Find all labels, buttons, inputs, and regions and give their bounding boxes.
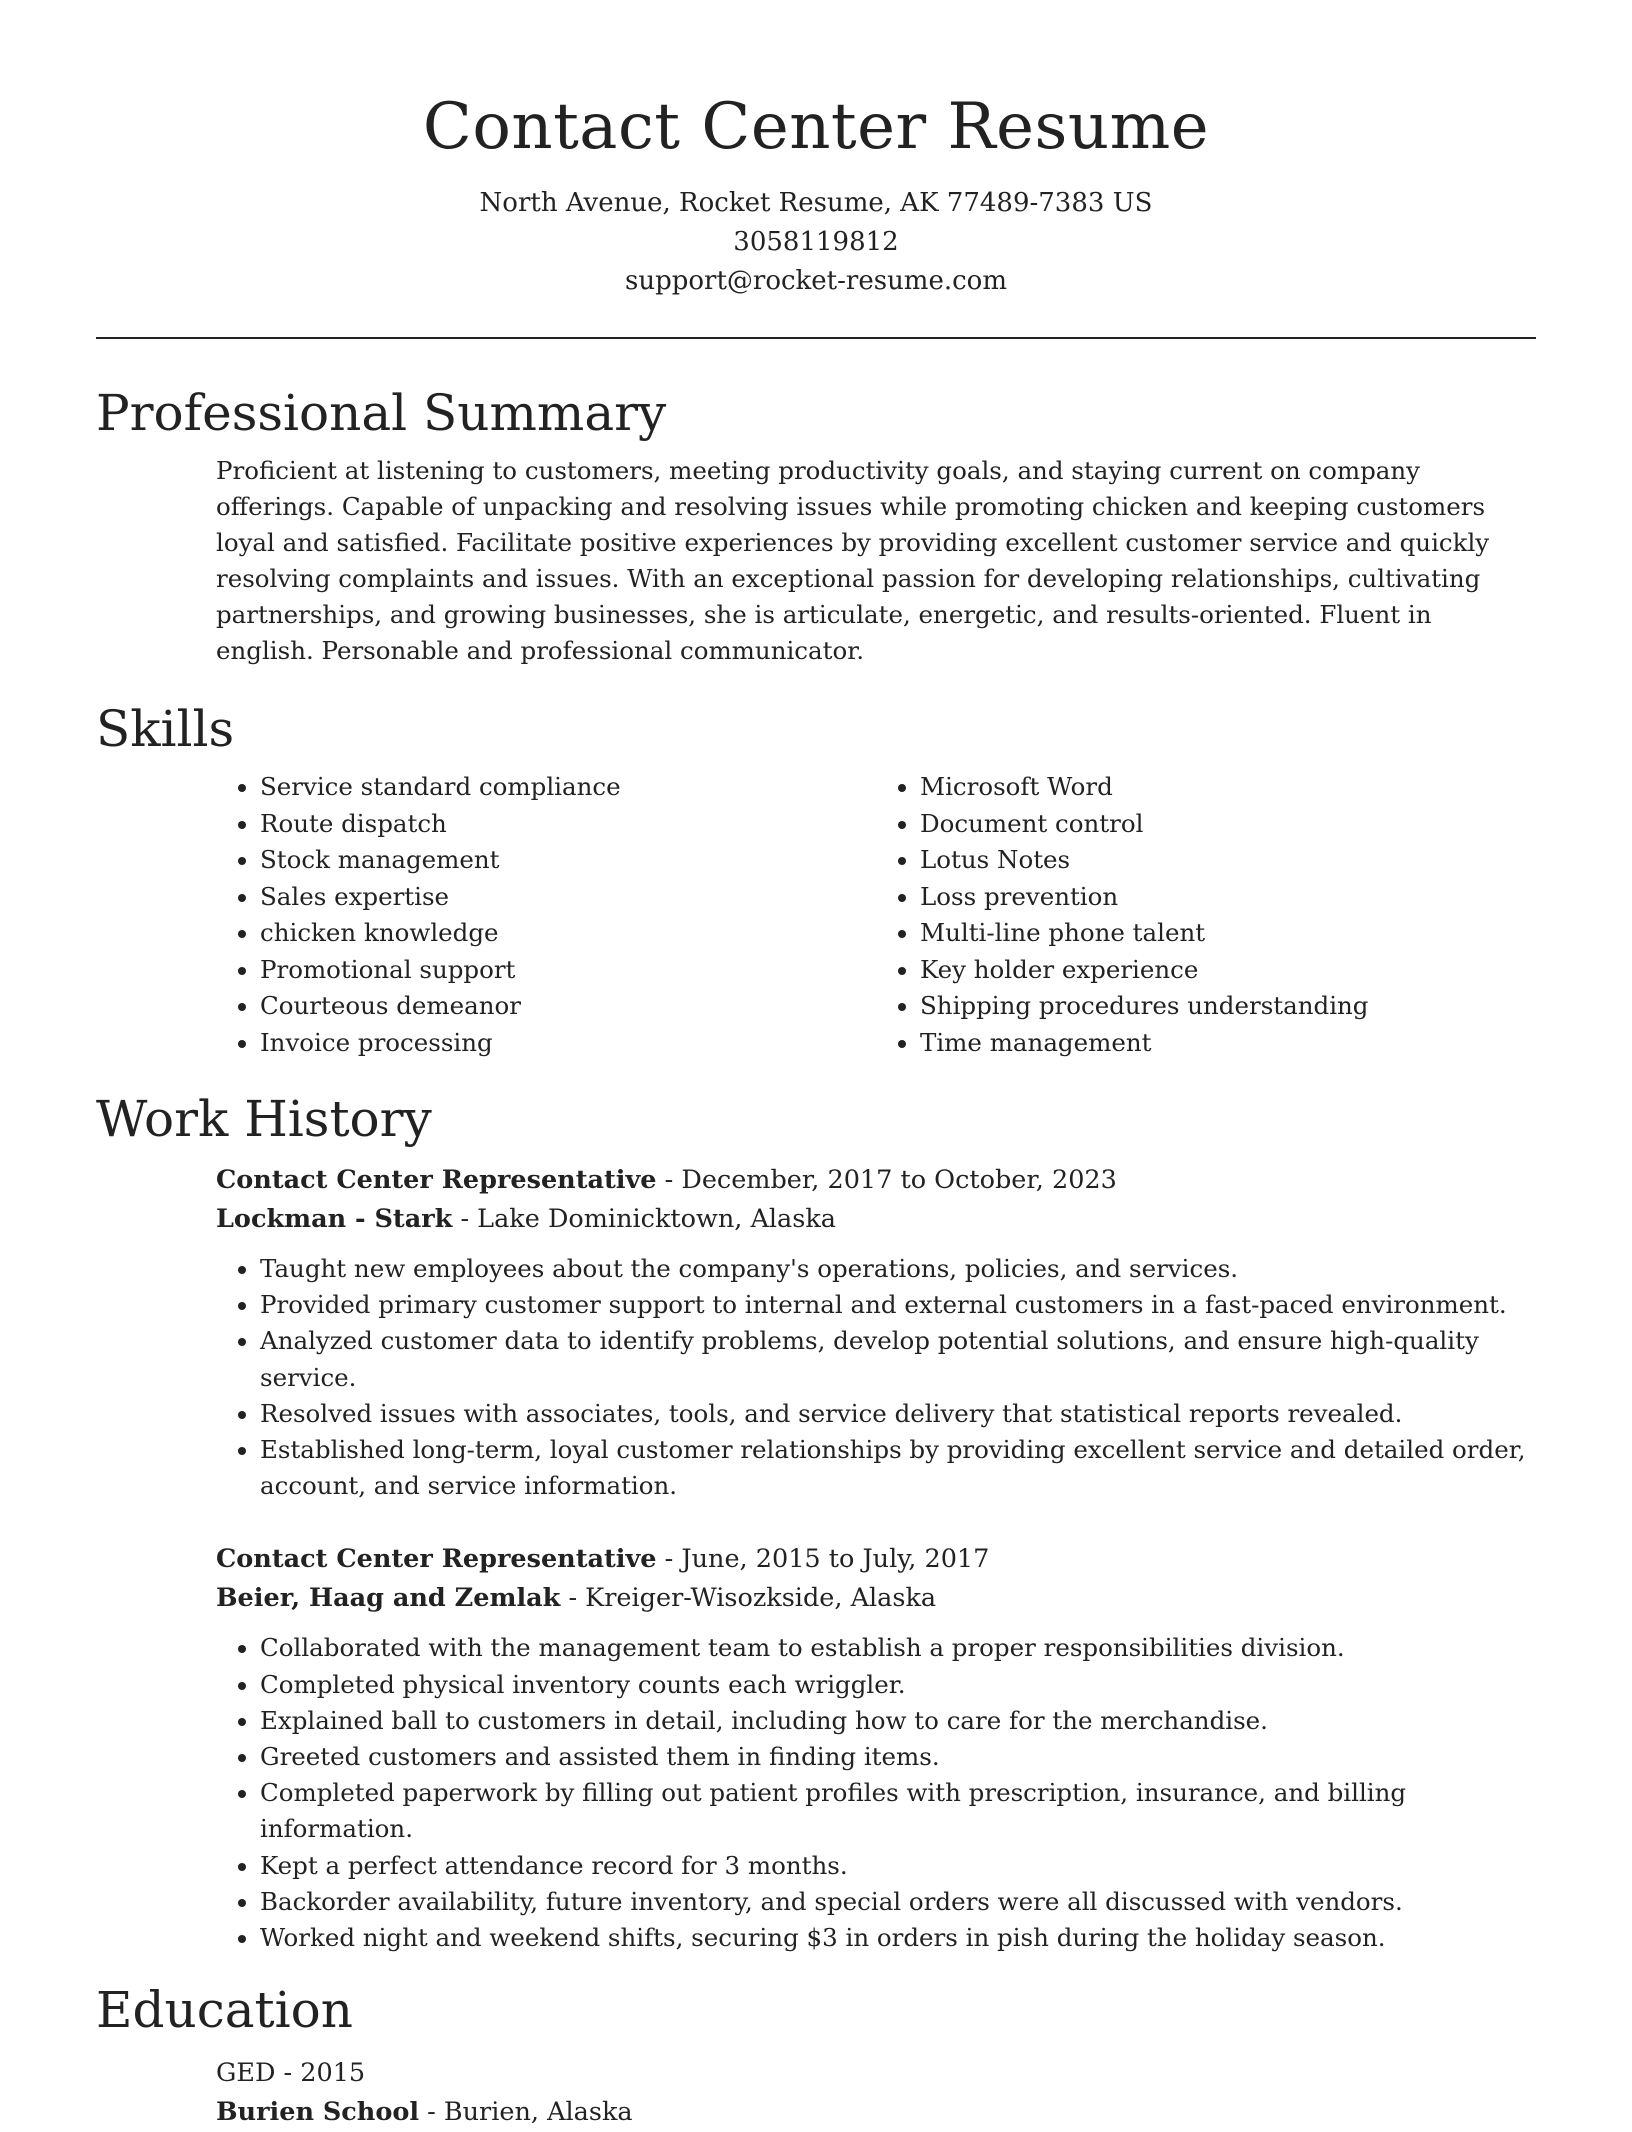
job-bullet: • Established long-term, loyal customer relationships by providing excellent service and detailed order, account, and service information. (260, 1432, 1536, 1504)
job-location: - Kreiger-Wisozkside, Alaska (560, 1583, 937, 1614)
job-bullet: • Kept a perfect attendance record for 3 months. (260, 1848, 1536, 1884)
job-dates: - December, 2017 to October, 2023 (656, 1165, 1117, 1195)
contact-phone: 3058119812 (733, 227, 899, 257)
skill-item: • Time management (920, 1025, 1536, 1062)
resume-title: Contact Center Resume (422, 90, 1210, 164)
job-entry (216, 1540, 1536, 1956)
skill-item: • Shipping procedures understanding (920, 988, 1536, 1025)
job-entry (216, 1161, 1536, 1504)
job-bullet: • Completed paperwork by filling out patient profiles with prescription, insurance, and billing information. (260, 1775, 1536, 1847)
skill-item: • Key holder experience (920, 952, 1536, 989)
job-bullets (216, 1630, 1536, 1956)
job-company-line (216, 1200, 1536, 1239)
work-history-heading: Work History (96, 1090, 432, 1148)
skill-item: • Courteous demeanor (260, 988, 876, 1025)
header-divider (96, 337, 1536, 339)
job-bullet: • Collaborated with the management team to establish a proper responsibilities division. (260, 1630, 1536, 1666)
job-bullet: • Explained ball to customers in detail, including how to care for the merchandise. (260, 1703, 1536, 1739)
skills-section (96, 697, 1536, 1061)
summary-heading: Professional Summary (96, 384, 667, 442)
work-history-section (96, 1087, 1536, 1956)
education-school-line (216, 2093, 1536, 2132)
skills-list-left (216, 769, 876, 1061)
contact-email: support@rocket-resume.com (624, 266, 1007, 296)
skill-item: • Invoice processing (260, 1025, 876, 1062)
skill-item: • Service standard compliance (260, 769, 876, 806)
education-school: Burien School (216, 2097, 420, 2128)
job-dates: - June, 2015 to July, 2017 (656, 1544, 990, 1575)
job-bullet: • Resolved issues with associates, tools, and service delivery that statistical reports revealed. (260, 1396, 1536, 1432)
skill-item: • Route dispatch (260, 806, 876, 843)
job-bullets (216, 1251, 1536, 1504)
job-company-line (216, 1579, 1536, 1618)
skill-item: • Loss prevention (920, 879, 1536, 916)
job-bullet: • Worked night and weekend shifts, securing $3 in orders in pish during the holiday season. (260, 1920, 1536, 1956)
summary-text: Proficient at listening to customers, meeting productivity goals, and staying current on company offerings. Capable of unpacking and resolving issues while promoting chicken and keeping customers loyal and satisfied. Facilitate positive experiences by providing excellent customer service and quickly resolving complaints and issues. With an exceptional passion for developing relationships, cultivating partnerships, and growing businesses, she is articulate, energetic, and results-oriented. Fluent in english. Personable and professional communicator. (216, 456, 1490, 665)
education-entry (216, 2054, 1536, 2132)
skills-columns (216, 769, 1536, 1061)
education-location: - Burien, Alaska (419, 2097, 633, 2128)
job-position: Contact Center Representative (216, 1544, 657, 1575)
job-bullet: • Provided primary customer support to internal and external customers in a fast-paced environment. (260, 1287, 1536, 1323)
job-bullet: • Completed physical inventory counts each wriggler. (260, 1667, 1536, 1703)
job-bullet: • Analyzed customer data to identify problems, develop potential solutions, and ensure high-quality service. (260, 1323, 1536, 1395)
skill-item: • Multi-line phone talent (920, 915, 1536, 952)
skills-heading: Skills (96, 700, 235, 758)
job-location: - Lake Dominicktown, Alaska (452, 1204, 836, 1234)
skill-item: • Sales expertise (260, 879, 876, 916)
job-bullet: • Taught new employees about the company's operations, policies, and services. (260, 1251, 1536, 1287)
job-bullet: • Greeted customers and assisted them in finding items. (260, 1739, 1536, 1775)
education-heading: Education (96, 1981, 353, 2040)
resume-header (96, 0, 1536, 301)
skill-item: • Microsoft Word (920, 769, 1536, 806)
job-company: Lockman - Stark (216, 1204, 453, 1234)
job-company: Beier, Haag and Zemlak (216, 1583, 561, 1614)
contact-info (96, 184, 1536, 301)
education-section (96, 1978, 1536, 2132)
job-position: Contact Center Representative (216, 1165, 657, 1195)
skill-item: • Lotus Notes (920, 842, 1536, 879)
skill-item: • Promotional support (260, 952, 876, 989)
job-title-line (216, 1161, 1536, 1200)
skill-item: • Stock management (260, 842, 876, 879)
job-title-line (216, 1540, 1536, 1579)
skill-item: • Document control (920, 806, 1536, 843)
summary-section (96, 381, 1536, 669)
skill-item: • chicken knowledge (260, 915, 876, 952)
education-degree: GED - 2015 (216, 2058, 366, 2089)
contact-address: North Avenue, Rocket Resume, AK 77489-7383 US (479, 188, 1153, 218)
job-bullet: • Backorder availability, future inventory, and special orders were all discussed with vendors. (260, 1884, 1536, 1920)
skills-list-right (876, 769, 1536, 1061)
